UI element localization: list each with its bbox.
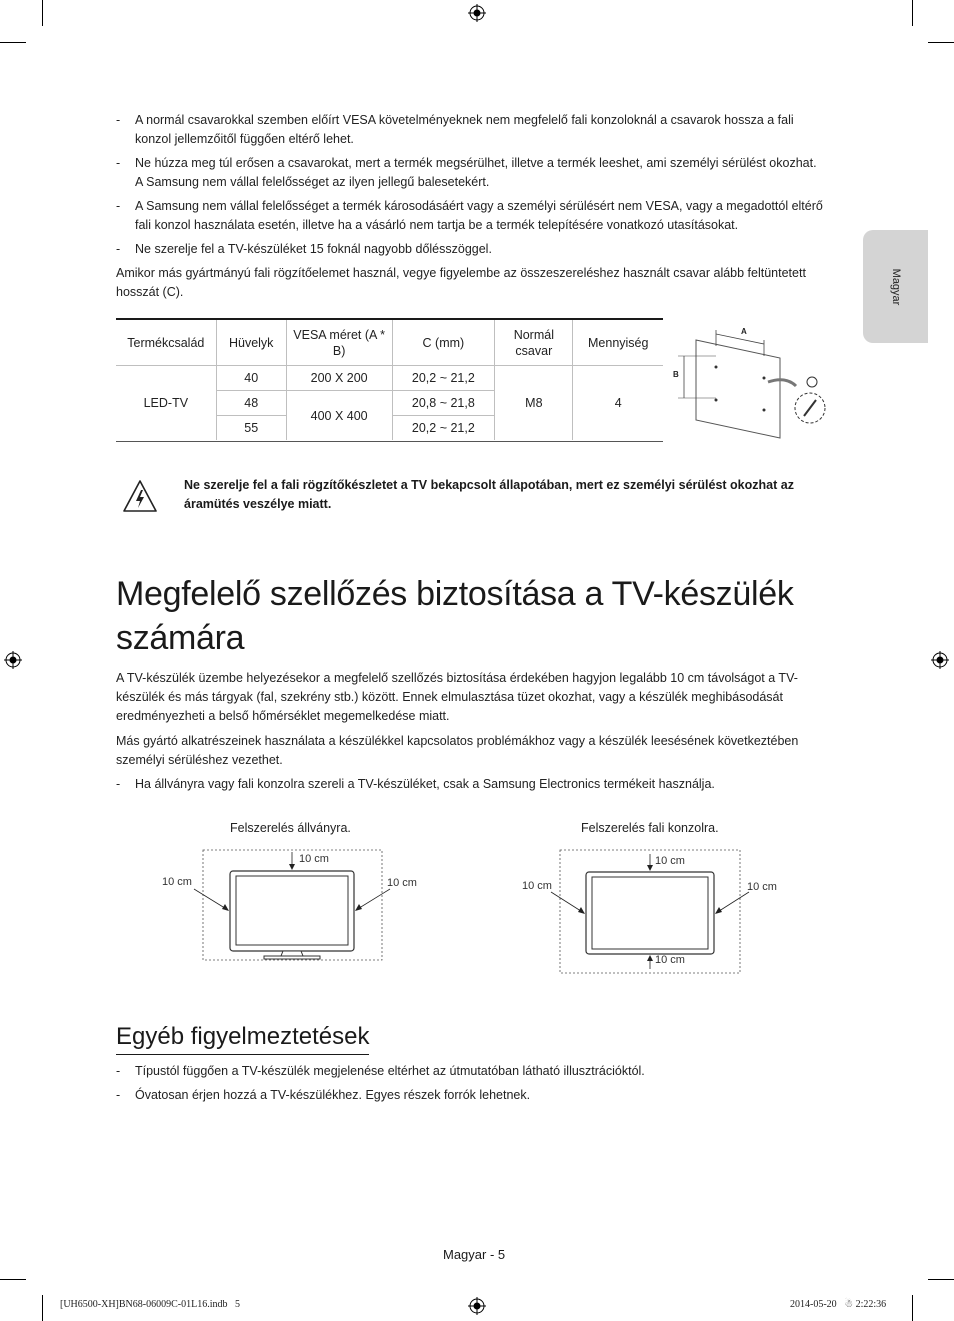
- crop-mark: [912, 0, 913, 26]
- intro-paragraph: Amikor más gyártmányú fali rögzítőelemet használ, vegye figyelembe az összeszereléshez használt csavar alább feltüntetett hosszát (C).: [116, 266, 806, 299]
- tv-stand-base: [264, 956, 320, 959]
- mount-hole: [763, 409, 766, 412]
- tv-back-panel: [696, 340, 780, 438]
- dimension-b-label: B: [673, 370, 679, 379]
- language-side-tab: [863, 230, 928, 343]
- bullet-text: Óvatosan érjen hozzá a TV-készülékhez. Egyes részek forrók lehetnek.: [135, 1088, 531, 1102]
- paragraph: Más gyártó alkatrészeinek használata a készülékkel kapcsolatos problémákhoz vagy a készülék leesésének következtében személyi sérüléshez vezethet.: [116, 734, 799, 767]
- registration-mark-icon: [4, 651, 22, 669]
- list-item: - A normál csavarokkal szemben előírt VESA követelményeknek nem megfelelő fali konzoloknál a csavarok hossza a fali konzol jellemzőitől függően eltérő lehet.: [116, 111, 826, 149]
- crop-mark: [0, 1279, 26, 1280]
- dimension-a-line: [716, 334, 764, 344]
- tv-screen: [236, 876, 348, 945]
- crop-mark: [42, 0, 43, 26]
- header-cell: Normál csavar: [495, 320, 573, 366]
- clearance-label-top: 10 cm: [299, 853, 329, 865]
- electric-shock-warning-icon: [122, 479, 158, 513]
- stand-diagram-graphic: [150, 845, 440, 965]
- bullet-text: A normál csavarokkal szemben előírt VESA követelményeknek nem megfelelő fali konzoloknál a csavarok hossza a fali konzol jellemzőitől függően eltérő lehet.: [135, 113, 794, 146]
- dimension-a-label: A: [741, 327, 747, 336]
- wall-clearance-diagram: [515, 845, 800, 975]
- stand-clearance-diagram: [150, 845, 440, 965]
- registration-mark-icon: [468, 4, 486, 22]
- spec-table-wrapper: [116, 318, 663, 440]
- screw-icon: [807, 377, 817, 387]
- bullet-text: A Samsung nem vállal felelősséget a termék károsodásáért vagy a személyi sérülésért nem VESA, vagy a megadottól eltérő fali konzol használata esetén, illetve ha a vásárló nem tartja be a termék telepítésére vonatkozó utasításokat.: [135, 199, 823, 232]
- header-cell: Hüvelyk: [216, 320, 286, 366]
- crop-mark: [928, 42, 954, 43]
- registration-mark-icon: [931, 651, 949, 669]
- screw-arrow: [768, 380, 796, 386]
- list-item: - A Samsung nem vállal felelősséget a termék károsodásáért vagy a személyi sérülésért nem VESA, vagy a megadottól eltérő fali konzol használata esetén, illetve ha a vásárló nem tartja be a termék telepítésére vonatkozó utasításokat.: [116, 197, 826, 235]
- wall-install-caption: Felszerelés fali konzolra.: [581, 821, 719, 835]
- quantity-cell: 4: [573, 366, 663, 441]
- warning-text: Ne szerelje fel a fali rögzítőkészletet a TV bekapcsolt állapotában, mert ez személyi sérülést okozhat az áramütés veszélye miatt.: [184, 478, 794, 511]
- inch-cell: 55: [216, 416, 286, 441]
- bullet-text: Ha állványra vagy fali konzolra szereli a TV-készüléket, csak a Samsung Electronics termékeit használja.: [135, 777, 715, 791]
- vesa-cell: 400 X 400: [286, 391, 392, 441]
- list-item: - Ha állványra vagy fali konzolra szereli a TV-készüléket, csak a Samsung Electronics termékeit használja.: [116, 775, 826, 794]
- clearance-label-left: 10 cm: [162, 876, 192, 888]
- family-cell: LED-TV: [116, 366, 216, 441]
- bullet-text: Ne szerelje fel a TV-készüléket 15 foknál nagyobb dőlésszöggel.: [135, 242, 492, 256]
- clearance-label-left: 10 cm: [522, 880, 552, 892]
- stand-install-caption: Felszerelés állványra.: [230, 821, 351, 835]
- clearance-label-right: 10 cm: [387, 877, 417, 889]
- page-number: Magyar - 5: [443, 1247, 506, 1262]
- screw-cell: M8: [495, 366, 573, 441]
- mount-hole: [715, 366, 718, 369]
- clearance-label-top: 10 cm: [655, 855, 685, 867]
- table-top-rule: [116, 318, 663, 320]
- clearance-label-bottom: 10 cm: [655, 954, 685, 966]
- screw-spec-table: [116, 320, 663, 440]
- inch-cell: 48: [216, 391, 286, 416]
- section-title: Megfelelő szellőzés biztosítása a TV-készülék számára: [116, 575, 794, 657]
- vesa-cell: 200 X 200: [286, 366, 392, 391]
- table-row: [116, 366, 663, 391]
- mount-hole: [763, 377, 766, 380]
- paragraph: A TV-készülék üzembe helyezésekor a megfelelő szellőzés biztosítása érdekében hagyjon legalább 10 cm távolságot a TV-készülék és más tárgyak (fal, szekrény stb.) között. Ennek elmulasztása tüzet okozhat, vagy a készülék meghibásodását eredményezheti a belső hőmérséklet megemelkedése miatt.: [116, 671, 798, 723]
- c-cell: 20,2 ~ 21,2: [392, 366, 495, 391]
- print-date: 2014-05-20 ☃ 2:22:36: [790, 1299, 887, 1310]
- list-item: - Ne szerelje fel a TV-készüléket 15 foknál nagyobb dőlésszöggel.: [116, 240, 826, 259]
- bullet-text: Típustól függően a TV-készülék megjelenése eltérhet az útmutatóban látható illusztrációktól.: [135, 1064, 645, 1078]
- tv-screen: [592, 877, 708, 949]
- crop-mark: [0, 42, 26, 43]
- header-cell: Mennyiség: [573, 320, 663, 366]
- section-title: Egyéb figyelmeztetések: [116, 1022, 369, 1055]
- mount-hole: [715, 399, 718, 402]
- header-cell: VESA méret (A * B): [286, 320, 392, 366]
- table-header-row: [116, 320, 663, 366]
- tv-stand: [281, 951, 303, 956]
- bullet-text: Ne húzza meg túl erősen a csavarokat, mert a termék megsérülhet, illetve a termék leeshet, ami személyi sérülést okozhat. A Samsung nem vállal felelősséget az ilyen jellegű balesetekért.: [135, 156, 817, 189]
- file-info: [UH6500-XH]BN68-06009C-01L16.indb 5: [60, 1299, 240, 1310]
- language-tab-label: Magyar: [889, 268, 902, 305]
- crop-mark: [912, 1295, 913, 1321]
- list-item: - Óvatosan érjen hozzá a TV-készülékhez. Egyes részek forrók lehetnek.: [116, 1086, 826, 1105]
- c-cell: 20,8 ~ 21,8: [392, 391, 495, 416]
- registration-mark-icon: [468, 1297, 486, 1315]
- clearance-label-right: 10 cm: [747, 881, 777, 893]
- wall-mount-diagram: [668, 322, 838, 440]
- table-bottom-rule: [116, 441, 663, 442]
- crop-mark: [928, 1279, 954, 1280]
- c-cell: 20,2 ~ 21,2: [392, 416, 495, 441]
- list-item: - Ne húzza meg túl erősen a csavarokat, mert a termék megsérülhet, illetve a termék leeshet, ami személyi sérülést okozhat. A Samsung nem vállal felelősséget az ilyen jellegű balesetekért.: [116, 154, 826, 192]
- list-item: - Típustól függően a TV-készülék megjelenése eltérhet az útmutatóban látható illusztrációktól.: [116, 1062, 826, 1081]
- crop-mark: [42, 1295, 43, 1321]
- inch-cell: 40: [216, 366, 286, 391]
- header-cell: Termékcsalád: [116, 320, 216, 366]
- header-cell: C (mm): [392, 320, 495, 366]
